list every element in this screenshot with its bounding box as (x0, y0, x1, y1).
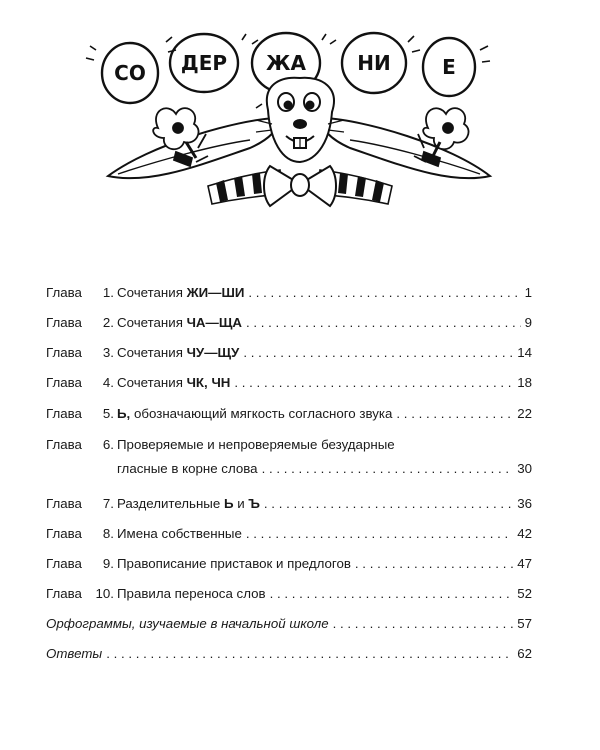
chapter-title: Сочетания (117, 285, 187, 300)
chapter-title: Разделительные (117, 496, 224, 511)
page-number: 18 (517, 375, 532, 390)
chapter-title-bold: ЖИ—ШИ (186, 285, 245, 300)
chapter-label: Глава (46, 285, 82, 300)
chapter-title: обозначающий мягкость согласного звука (130, 406, 393, 421)
title-syllable-5: Е (442, 55, 456, 79)
chapter-title: Сочетания (117, 315, 187, 330)
toc-entry-6[interactable] (46, 437, 532, 480)
chapter-title: Сочетания (117, 345, 187, 360)
page-number: 52 (517, 586, 532, 601)
chapter-number: 10. (95, 586, 114, 601)
chapter-number: 3. (102, 345, 114, 360)
title-illustration (0, 0, 600, 230)
dot-leader (234, 372, 513, 394)
page-number: 22 (517, 406, 532, 421)
dot-leader (355, 553, 513, 575)
chapter-number: 4. (102, 375, 114, 390)
toc-entry-4[interactable] (46, 372, 532, 394)
chapter-label: Глава (46, 315, 82, 330)
chapter-number: 1. (102, 285, 114, 300)
chapter-label: Глава (46, 586, 82, 601)
dot-leader (270, 583, 514, 605)
chapter-label: Глава (46, 345, 82, 360)
toc-entry-3[interactable] (46, 342, 532, 364)
chapter-number: 6. (102, 437, 114, 452)
page-number: 47 (517, 556, 532, 571)
chapter-title: Сочетания (117, 375, 187, 390)
toc-entry-9[interactable] (46, 553, 532, 575)
chapter-label: Глава (46, 526, 82, 541)
chapter-label: Глава (46, 556, 82, 571)
chapter-title: гласные в корне слова (117, 461, 258, 476)
chapter-number: 5. (102, 406, 114, 421)
dot-leader (262, 458, 514, 480)
title-syllable-3: ЖА (266, 51, 306, 75)
toc-entry-10[interactable] (46, 583, 532, 605)
page-number: 9 (524, 315, 532, 330)
chapter-number: 9. (102, 556, 114, 571)
page-number: 36 (517, 496, 532, 511)
dot-leader (264, 493, 513, 515)
chapter-title-line1: Проверяемые и непроверяемые безударные (117, 437, 395, 452)
toc-entry-orthograms[interactable] (46, 613, 532, 635)
dot-leader (248, 282, 520, 304)
page-number: 14 (517, 345, 532, 360)
toc-entry-5[interactable] (46, 403, 532, 425)
chapter-title: Имена собственные (117, 526, 242, 541)
page-number: 1 (524, 285, 532, 300)
toc-entry-7[interactable] (46, 493, 532, 515)
page-number: 57 (517, 616, 532, 631)
chapter-number: 2. (102, 315, 114, 330)
chapter-label: Глава (46, 496, 82, 511)
title-syllable-4: НИ (357, 51, 391, 75)
chapter-title-bold: ЧА—ЩА (186, 315, 242, 330)
chapter-title-mid: и (233, 496, 249, 511)
section-title: Орфограммы, изучаемые в начальной школе (46, 616, 329, 631)
dot-leader (246, 523, 513, 545)
toc-entry-1[interactable] (46, 282, 532, 304)
chapter-title-bold: Ь, (117, 406, 131, 421)
page-number: 30 (517, 461, 532, 476)
chapter-number: 8. (102, 526, 114, 541)
dot-leader (333, 613, 514, 635)
dot-leader (396, 403, 513, 425)
chapter-number: 7. (102, 496, 114, 511)
chapter-title: Правописание приставок и предлогов (117, 556, 351, 571)
page-number: 62 (517, 646, 532, 661)
chapter-title-bold: ЧУ—ЩУ (186, 345, 240, 360)
chapter-title-bold-2: Ъ (248, 496, 260, 511)
chapter-label: Глава (46, 437, 82, 452)
page-number: 42 (517, 526, 532, 541)
section-title: Ответы (46, 646, 103, 661)
toc-entry-answers[interactable] (46, 643, 532, 665)
title-syllable-2: ДЕР (180, 51, 228, 75)
toc-entry-8[interactable] (46, 523, 532, 545)
title-syllable-1: СО (114, 61, 146, 85)
dot-leader (106, 643, 513, 665)
chapter-title-bold: Ь (223, 496, 234, 511)
dot-leader (246, 312, 521, 334)
chapter-label: Глава (46, 375, 82, 390)
chapter-label: Глава (46, 406, 82, 421)
chapter-title-bold: ЧК, ЧН (186, 375, 231, 390)
chapter-title: Правила переноса слов (117, 586, 266, 601)
toc-entry-2[interactable] (46, 312, 532, 334)
rabbit-head (256, 78, 344, 162)
dot-leader (243, 342, 513, 364)
bow-tie (264, 166, 336, 206)
